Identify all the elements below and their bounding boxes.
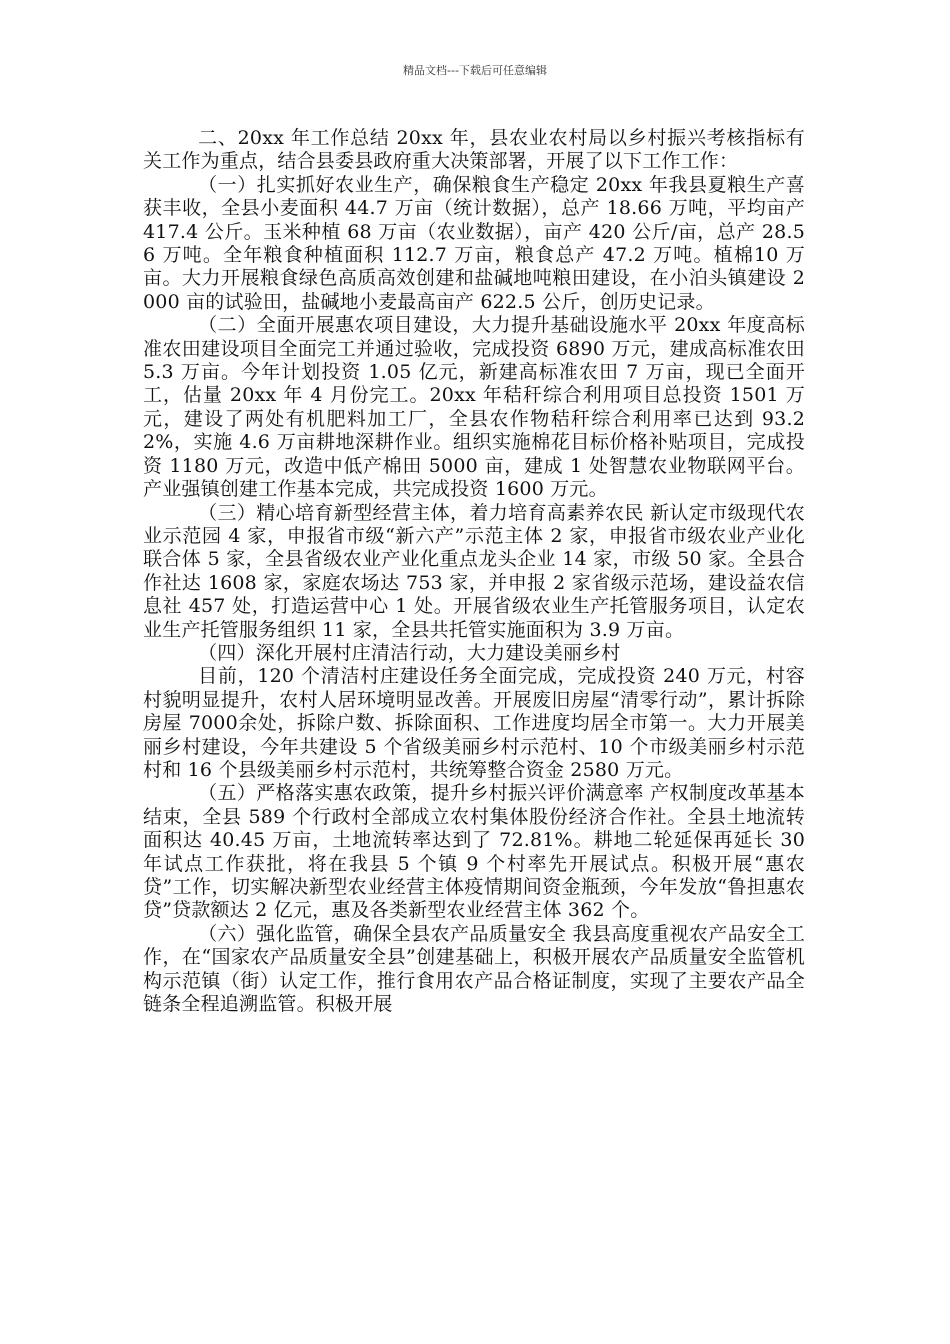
document-body: [143, 127, 805, 1016]
paragraph-section-1-grain: （一）扎实抓好农业生产，确保粮食生产稳定 20xx 年我县夏粮生产喜获丰收，全县小麦面积 44.7 万亩（统计数据），总产 18.66 万吨，平均亩产 417.4 公斤。玉米种植 68 万亩（农业数据），亩产 420 公斤/亩，总产 28.56 万吨。全年粮食种植面积 112.7 万亩，粮食总产 47.2 万吨。植棉10 万亩。大力开展粮食绿色高质高效创建和盐碱地吨粮田建设，在小泊头镇建设 2000 亩的试验田，盐碱地小麦最高亩产 622.5 公斤，创历史记录。: [143, 173, 805, 313]
paragraph-section-5-policy: （五）严格落实惠农政策，提升乡村振兴评价满意率 产权制度改革基本结束，全县 589 个行政村全部成立农村集体股份经济合作社。全县土地流转面积达 40.45 万亩，土地流转率达到了 72.81%。耕地二轮延保再延长 30 年试点工作获批，将在我县 5 个镇 9 个村率先开展试点。积极开展“惠农贷”工作，切实解决新型农业经营主体疫情期间资金瓶颈，今年发放“鲁担惠农贷”贷款额达 2 亿元，惠及各类新型农业经营主体 362 个。: [143, 782, 805, 922]
paragraph-section-6-safety: （六）强化监管，确保全县农产品质量安全 我县高度重视农产品安全工作，在“国家农产品质量安全县”创建基础上，积极开展农产品质量安全监管机构示范镇（街）认定工作，推行食用农产品合格证制度，实现了主要农产品全链条全程追溯监管。积极开展: [143, 922, 805, 1016]
paragraph-section-2-projects: （二）全面开展惠农项目建设，大力提升基础设施水平 20xx 年度高标准农田建设项目全面完工并通过验收，完成投资 6890 万元，建成高标准农田 5.3 万亩。今年计划投资 1.05 亿元，新建高标准农田 7 万亩，现已全面开工，估量 20xx 年 4 月份完工。20xx 年秸秆综合利用项目总投资 1501 万元，建设了两处有机肥料加工厂，全县农作物秸秆综合利用率已达到 93.22%，实施 4.6 万亩耕地深耕作业。组织实施棉花目标价格补贴项目，完成投资 1180 万元，改造中低产棉田 5000 亩，建成 1 处智慧农业物联网平台。产业强镇创建工作基本完成，共完成投资 1600 万元。: [143, 314, 805, 501]
page-header: 精品文档---下载后可任意编辑: [403, 64, 547, 77]
paragraph-summary-intro: 二、20xx 年工作总结 20xx 年，县农业农村局以乡村振兴考核指标有关工作为重点，结合县委县政府重大决策部署，开展了以下工作工作：: [143, 127, 805, 173]
paragraph-section-4-heading: （四）深化开展村庄清洁行动，大力建设美丽乡村: [198, 641, 621, 664]
paragraph-section-3-entities: （三）精心培育新型经营主体，着力培育高素养农民 新认定市级现代农业示范园 4 家，申报省市级“新六产”示范主体 2 家，申报省市级农业产业化联合体 5 家，全县省级农业产业化重点龙头企业 14 家，市级 50 家。全县合作社达 1608 家，家庭农场达 753 家，并申报 2 家省级示范场，建设益农信息社 457 处，打造运营中心 1 处。开展省级农业生产托管服务项目，认定农业生产托管服务组织 11 家，全县共托管实施面积为 3.9 万亩。: [143, 501, 805, 641]
paragraph-section-4-body: 目前，120 个清洁村庄建设任务全面完成，完成投资 240 万元，村容村貌明显提升，农村人居环境明显改善。开展废旧房屋“清零行动”，累计拆除房屋 7000余处，拆除户数、拆除面积、工作进度均居全市第一。大力开展美丽乡村建设，今年共建设 5 个省级美丽乡村示范村、10 个市级美丽乡村示范村和 16 个县级美丽乡村示范村，共统筹整合资金 2580 万元。: [143, 665, 805, 781]
